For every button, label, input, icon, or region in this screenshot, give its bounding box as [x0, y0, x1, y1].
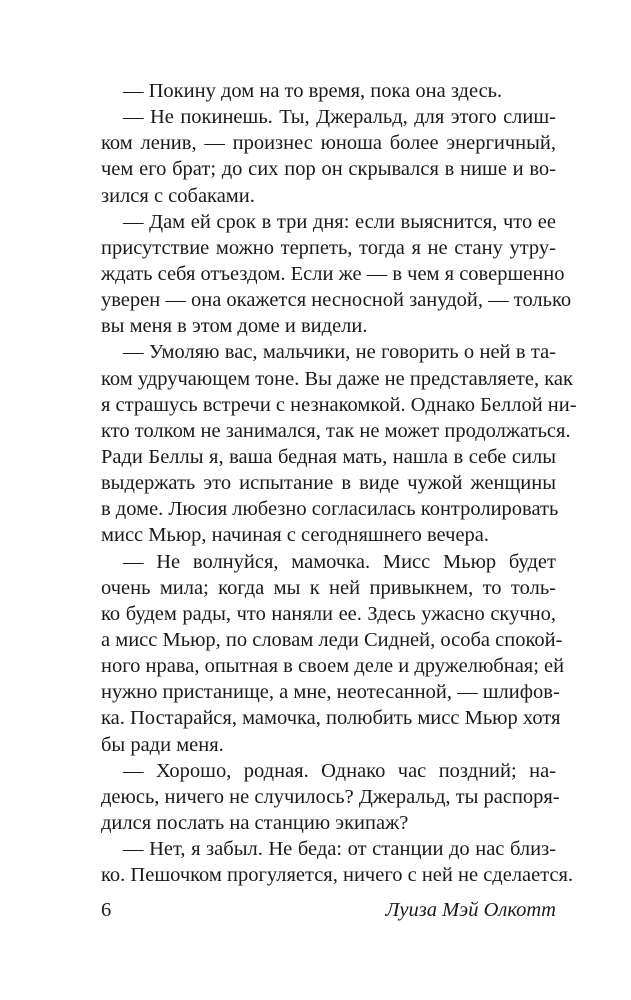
text-line: вы меня в этом доме и видели.: [101, 315, 368, 338]
text-line: зился с собаками.: [101, 184, 255, 207]
text-line: мисс Мьюр, начиная с сегодняшнего вечера.: [101, 524, 490, 547]
text-line: — Хорошо, родная. Однако час поздний; на-: [123, 759, 556, 782]
text-line: очень мила; когда мы к ней привыкнем, то толь-: [101, 576, 556, 599]
text-line: а мисс Мьюр, по словам леди Сидней, особа спокой-: [101, 628, 563, 651]
text-line: я страшусь встречи с незнакомкой. Однако Беллой ни-: [101, 393, 577, 416]
text-line: ком удручающем тоне. Вы даже не представляете, как: [101, 367, 573, 390]
text-line: выдержать это испытание в виде чужой женщины: [101, 472, 556, 495]
text-line: в доме. Люсия любезно согласилась контролировать: [101, 498, 559, 521]
text-line: уверен — она окажется несносной занудой, — только: [101, 289, 572, 312]
text-line: дился послать на станцию экипаж?: [101, 811, 409, 834]
text-line: ко. Пешочком прогуляется, ничего с ней не сделается.: [101, 864, 574, 887]
text-line: — Не покинешь. Ты, Джеральд, для этого слиш-: [123, 106, 556, 129]
text-line: — Покину дом на то время, пока она здесь.: [123, 80, 503, 102]
text-line: ком ленив, — произнес юноша более энергичный,: [101, 132, 556, 155]
text-line: — Не волнуйся, мамочка. Мисс Мьюр будет: [123, 550, 556, 573]
text-line: чем его брат; до сих пор он скрывался в нише и во-: [101, 158, 556, 181]
text-line: — Умоляю вас, мальчики, не говорить о ней в та-: [123, 341, 556, 364]
text-line: ко будем рады, что наняли ее. Здесь ужасно скучно,: [101, 602, 556, 625]
page-footer: [101, 896, 556, 924]
text-line: бы ради меня.: [101, 733, 224, 756]
page-number: 6: [101, 899, 112, 921]
text-line: ного нрава, опытная в своем деле и дружелюбная; ей: [101, 655, 565, 678]
body-text: [101, 78, 577, 888]
running-footer-author: Луиза Мэй Олкотт: [385, 899, 556, 921]
text-line: — Дам ей срок в три дня: если выяснится, что ее: [123, 210, 556, 233]
text-line: — Нет, я забыл. Не беда: от станции до нас близ-: [123, 838, 556, 861]
text-line: ждать себя отъездом. Если же — в чем я совершенно: [101, 262, 565, 285]
text-line: нужно пристанище, а мне, неотесанной, — шлифов-: [101, 681, 560, 704]
text-line: кто толком не занимался, так не может продолжаться.: [101, 419, 571, 442]
text-line: ка. Постарайся, мамочка, полюбить мисс Мьюр хотя: [101, 707, 561, 730]
text-line: деюсь, ничего не случилось? Джеральд, ты распоря-: [101, 785, 560, 808]
text-line: Ради Беллы я, ваша бедная мать, нашла в себе силы: [101, 445, 556, 468]
text-line: присутствие можно терпеть, тогда я не стану утру-: [101, 236, 556, 259]
